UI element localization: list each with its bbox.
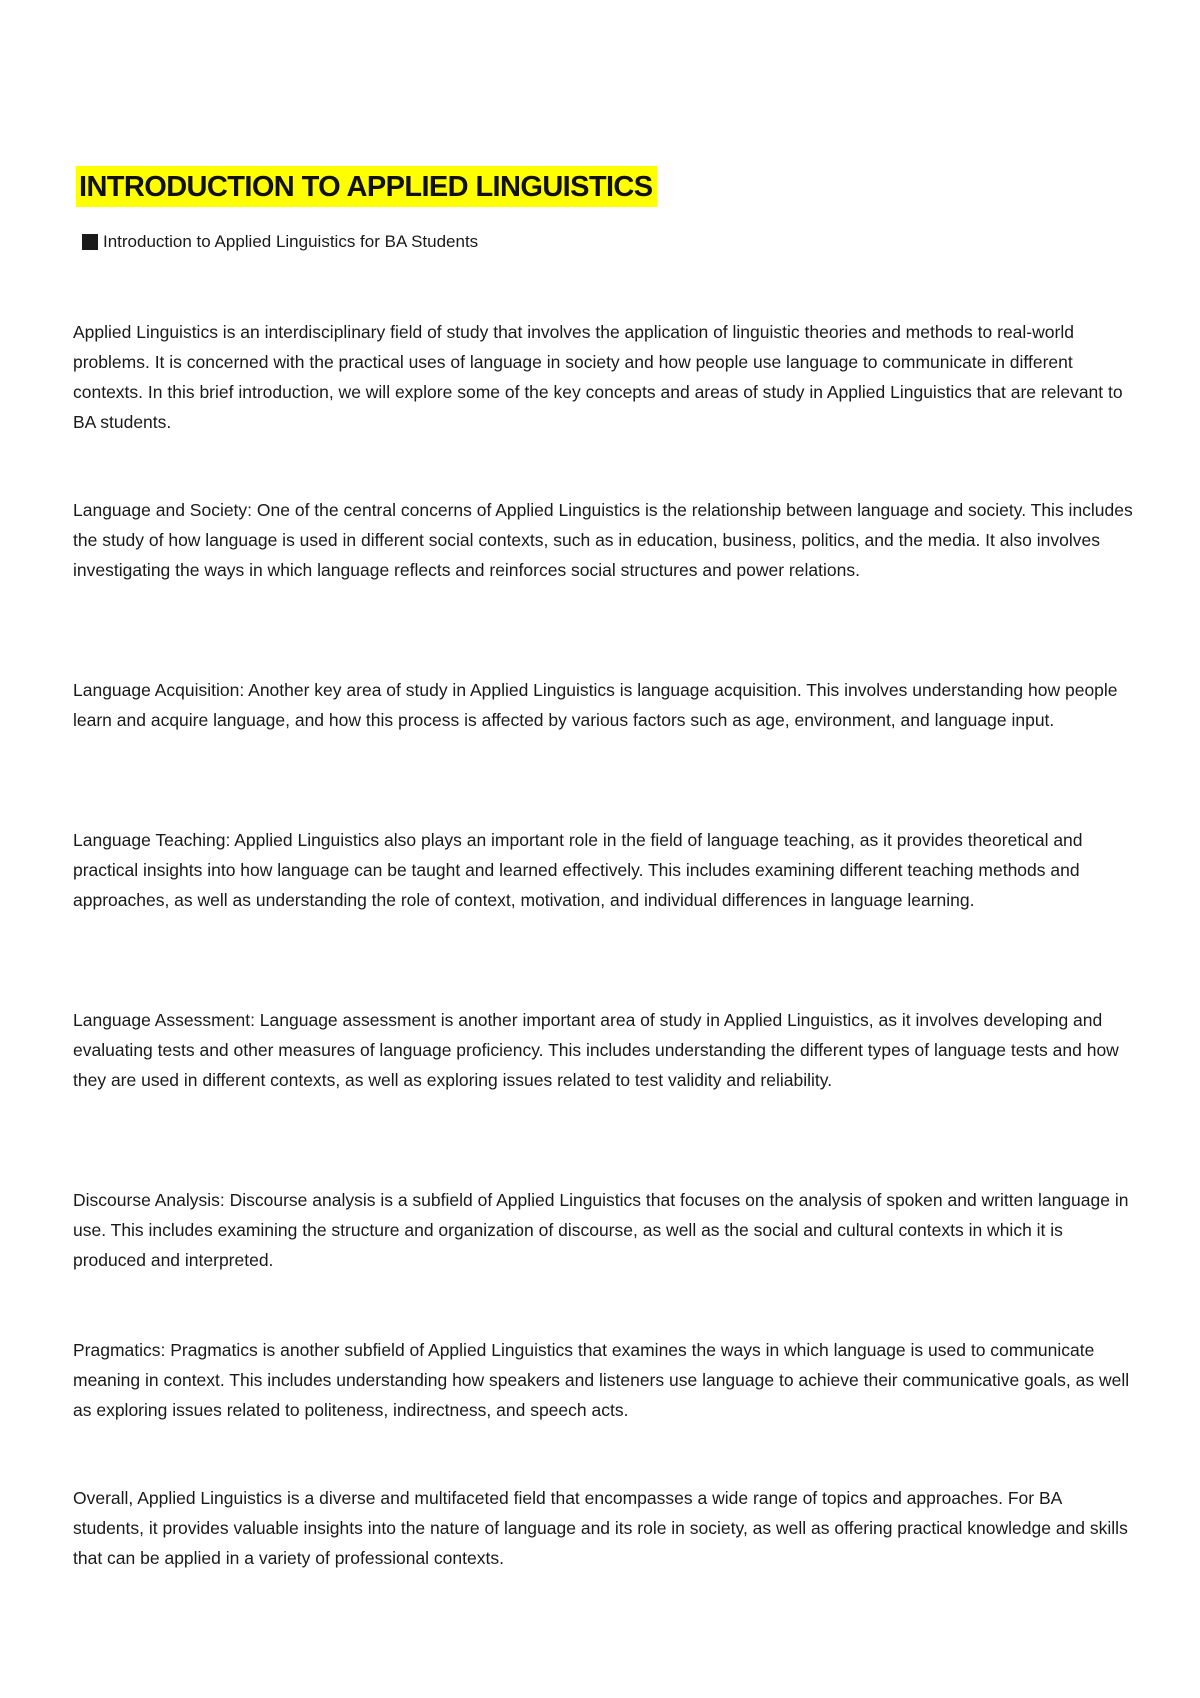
paragraph-pragmatics: Pragmatics: Pragmatics is another subfield of Applied Linguistics that examines the ways in which language is used to communicate meaning in context. This includes understanding how speakers and listeners use language to achieve their communicative goals, as well as exploring issues related to politeness, indirectness, and speech acts. bbox=[73, 1340, 1130, 1420]
title-block bbox=[76, 166, 657, 207]
paragraph-overall: Overall, Applied Linguistics is a diverse and multifaceted field that encompasses a wide range of topics and approaches. For BA students, it provides valuable insights into the nature of language and its role in society, as well as offering practical knowledge and skills that can be applied in a variety of professional contexts. bbox=[73, 1488, 1128, 1568]
document-title: INTRODUCTION TO APPLIED LINGUISTICS bbox=[76, 166, 657, 207]
paragraph-language-teaching: Language Teaching: Applied Linguistics also plays an important role in the field of language teaching, as it provides theoretical and practical insights into how language can be taught and learned effectively. This includes examining different teaching methods and approaches, as well as understanding the role of context, motivation, and individual differences in language learning. bbox=[73, 830, 1083, 910]
paragraph-discourse-analysis: Discourse Analysis: Discourse analysis is a subfield of Applied Linguistics that focuses on the analysis of spoken and written language in use. This includes examining the structure and organization of discourse, as well as the social and cultural contexts in which it is produced and interpreted. bbox=[73, 1190, 1129, 1270]
paragraph-language-and-society: Language and Society: One of the central concerns of Applied Linguistics is the relationship between language and society. This includes the study of how language is used in different social contexts, such as in education, business, politics, and the media. It also involves investigating the ways in which language reflects and reinforces social structures and power relations. bbox=[73, 500, 1133, 580]
paragraph-language-assessment: Language Assessment: Language assessment is another important area of study in Applied Linguistics, as it involves developing and evaluating tests and other measures of language proficiency. This includes understanding the different types of language tests and how they are used in different contexts, as well as exploring issues related to test validity and reliability. bbox=[73, 1010, 1119, 1090]
document-subtitle: Introduction to Applied Linguistics for BA Students bbox=[103, 232, 479, 251]
paragraph-intro: Applied Linguistics is an interdisciplinary field of study that involves the application of linguistic theories and methods to real-world problems. It is concerned with the practical uses of language in society and how people use language to communicate in different contexts. In this brief introduction, we will explore some of the key concepts and areas of study in Applied Linguistics that are relevant to BA students. bbox=[73, 322, 1123, 432]
black-square-icon bbox=[82, 234, 98, 250]
subtitle-row bbox=[82, 231, 478, 253]
paragraph-language-acquisition: Language Acquisition: Another key area of study in Applied Linguistics is language acquisition. This involves understanding how people learn and acquire language, and how this process is affected by various factors such as age, environment, and language input. bbox=[73, 680, 1118, 730]
